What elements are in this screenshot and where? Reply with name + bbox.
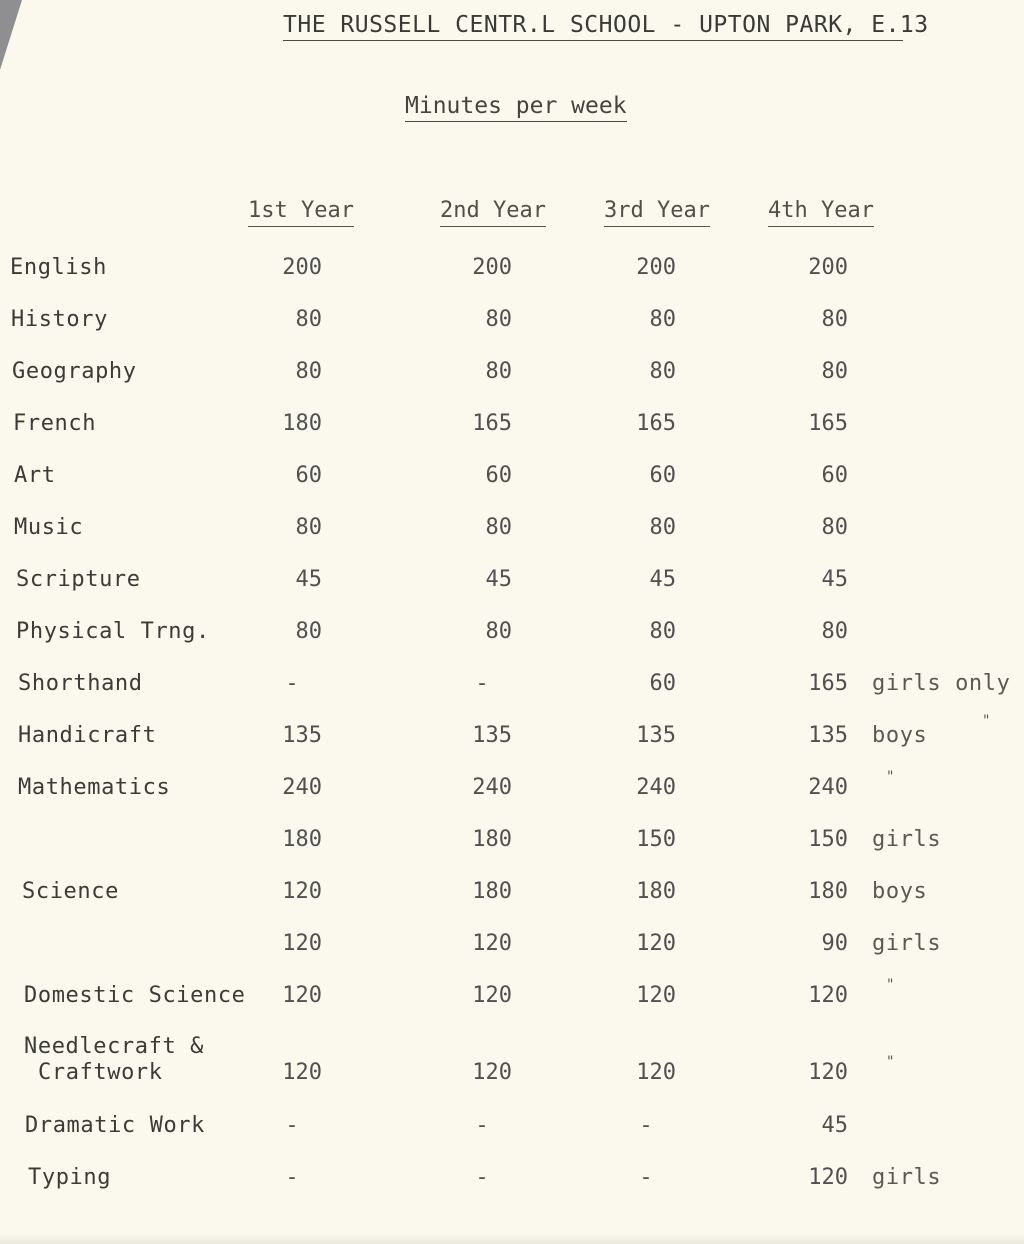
minutes-value: - (285, 1165, 299, 1190)
minutes-value: 180 (472, 827, 512, 852)
minutes-value: 80 (485, 307, 512, 332)
minutes-value: 60 (485, 463, 512, 488)
minutes-value: 80 (821, 619, 848, 644)
minutes-value: 80 (485, 619, 512, 644)
minutes-value: 150 (808, 827, 848, 852)
minutes-value: - (285, 671, 299, 696)
minutes-value: 80 (295, 307, 322, 332)
minutes-value: 180 (636, 879, 676, 904)
note-label: " (886, 1054, 896, 1070)
minutes-value: 135 (808, 723, 848, 748)
minutes-value: 135 (282, 723, 322, 748)
column-header-2nd-year: 2nd Year (440, 198, 546, 227)
minutes-value: 200 (472, 255, 512, 280)
minutes-value: 80 (649, 359, 676, 384)
subject-label: Dramatic Work (25, 1113, 205, 1138)
minutes-value: 200 (282, 255, 322, 280)
subject-label: Art (14, 463, 56, 488)
minutes-value: - (475, 1165, 489, 1190)
minutes-value: 165 (636, 411, 676, 436)
minutes-value: 120 (282, 879, 322, 904)
minutes-value: 150 (636, 827, 676, 852)
minutes-value: 80 (485, 359, 512, 384)
subject-label: Music (14, 515, 84, 540)
column-header-1st-year: 1st Year (248, 198, 354, 227)
column-header-4th-year: 4th Year (768, 198, 874, 227)
minutes-value: 180 (808, 879, 848, 904)
minutes-value: 120 (636, 1060, 676, 1085)
minutes-value: 80 (295, 619, 322, 644)
minutes-value: 60 (649, 463, 676, 488)
subject-label: French (13, 411, 97, 436)
document-subtitle: Minutes per week (405, 93, 627, 122)
minutes-value: 120 (808, 983, 848, 1008)
minutes-value: 90 (821, 931, 848, 956)
subject-label: English (10, 255, 107, 280)
minutes-value: 45 (821, 567, 848, 592)
minutes-value: 80 (485, 515, 512, 540)
minutes-value: 80 (821, 359, 848, 384)
minutes-value: 120 (808, 1060, 848, 1085)
minutes-value: 80 (821, 307, 848, 332)
subject-label: History (11, 307, 108, 332)
note-label: " (886, 977, 896, 993)
minutes-value: 120 (636, 983, 676, 1008)
minutes-value: 45 (821, 1113, 848, 1138)
ditto-mark: " (982, 713, 992, 729)
minutes-value: 80 (295, 359, 322, 384)
minutes-value: 120 (282, 931, 322, 956)
minutes-value: 180 (472, 879, 512, 904)
minutes-value: 200 (636, 255, 676, 280)
subject-label: Handicraft (18, 723, 157, 748)
minutes-value: 180 (282, 411, 322, 436)
minutes-value: 60 (821, 463, 848, 488)
minutes-value: 165 (808, 671, 848, 696)
subject-label: Physical Trng. (16, 619, 210, 644)
minutes-value: 135 (472, 723, 512, 748)
minutes-value: 80 (821, 515, 848, 540)
minutes-value: 240 (808, 775, 848, 800)
minutes-value: 80 (649, 515, 676, 540)
subject-label: Scripture (16, 567, 141, 592)
minutes-value: 200 (808, 255, 848, 280)
minutes-value: 240 (282, 775, 322, 800)
column-header-3rd-year: 3rd Year (604, 198, 710, 227)
minutes-value: - (475, 1113, 489, 1138)
subject-label: Science (22, 879, 119, 904)
minutes-value: 120 (472, 1060, 512, 1085)
minutes-value: 120 (282, 983, 322, 1008)
minutes-value: - (639, 1113, 653, 1138)
note-label: girls only (872, 671, 1011, 696)
minutes-value: 135 (636, 723, 676, 748)
minutes-value: 60 (295, 463, 322, 488)
note-label: girls (872, 827, 942, 852)
minutes-value: 80 (649, 307, 676, 332)
minutes-value: 180 (282, 827, 322, 852)
minutes-value: 165 (472, 411, 512, 436)
subject-label: Needlecraft & (24, 1034, 204, 1059)
minutes-value: 45 (649, 567, 676, 592)
minutes-value: 120 (636, 931, 676, 956)
subject-label: Typing (28, 1165, 112, 1190)
note-label: boys (872, 723, 928, 748)
minutes-value: - (285, 1113, 299, 1138)
minutes-value: - (475, 671, 489, 696)
minutes-value: 45 (295, 567, 322, 592)
minutes-value: - (639, 1165, 653, 1190)
minutes-value: 240 (636, 775, 676, 800)
note-label: boys (872, 879, 928, 904)
note-label: girls (872, 931, 942, 956)
minutes-value: 45 (485, 567, 512, 592)
note-label: " (886, 769, 896, 785)
subject-label: Shorthand (18, 671, 143, 696)
minutes-value: 120 (282, 1060, 322, 1085)
minutes-value: 120 (808, 1165, 848, 1190)
minutes-value: 165 (808, 411, 848, 436)
minutes-value: 80 (295, 515, 322, 540)
subject-label-continued: Craftwork (38, 1060, 163, 1085)
minutes-value: 120 (472, 983, 512, 1008)
subject-label: Domestic Science (24, 983, 246, 1008)
page-bottom-edge (0, 1234, 1024, 1244)
document-title: THE RUSSELL CENTR.L SCHOOL - UPTON PARK, E.13 (283, 12, 903, 41)
subject-label: Geography (12, 359, 137, 384)
note-label: girls (872, 1165, 942, 1190)
subject-label: Mathematics (18, 775, 171, 800)
minutes-value: 60 (649, 671, 676, 696)
minutes-value: 80 (649, 619, 676, 644)
minutes-value: 240 (472, 775, 512, 800)
minutes-value: 120 (472, 931, 512, 956)
